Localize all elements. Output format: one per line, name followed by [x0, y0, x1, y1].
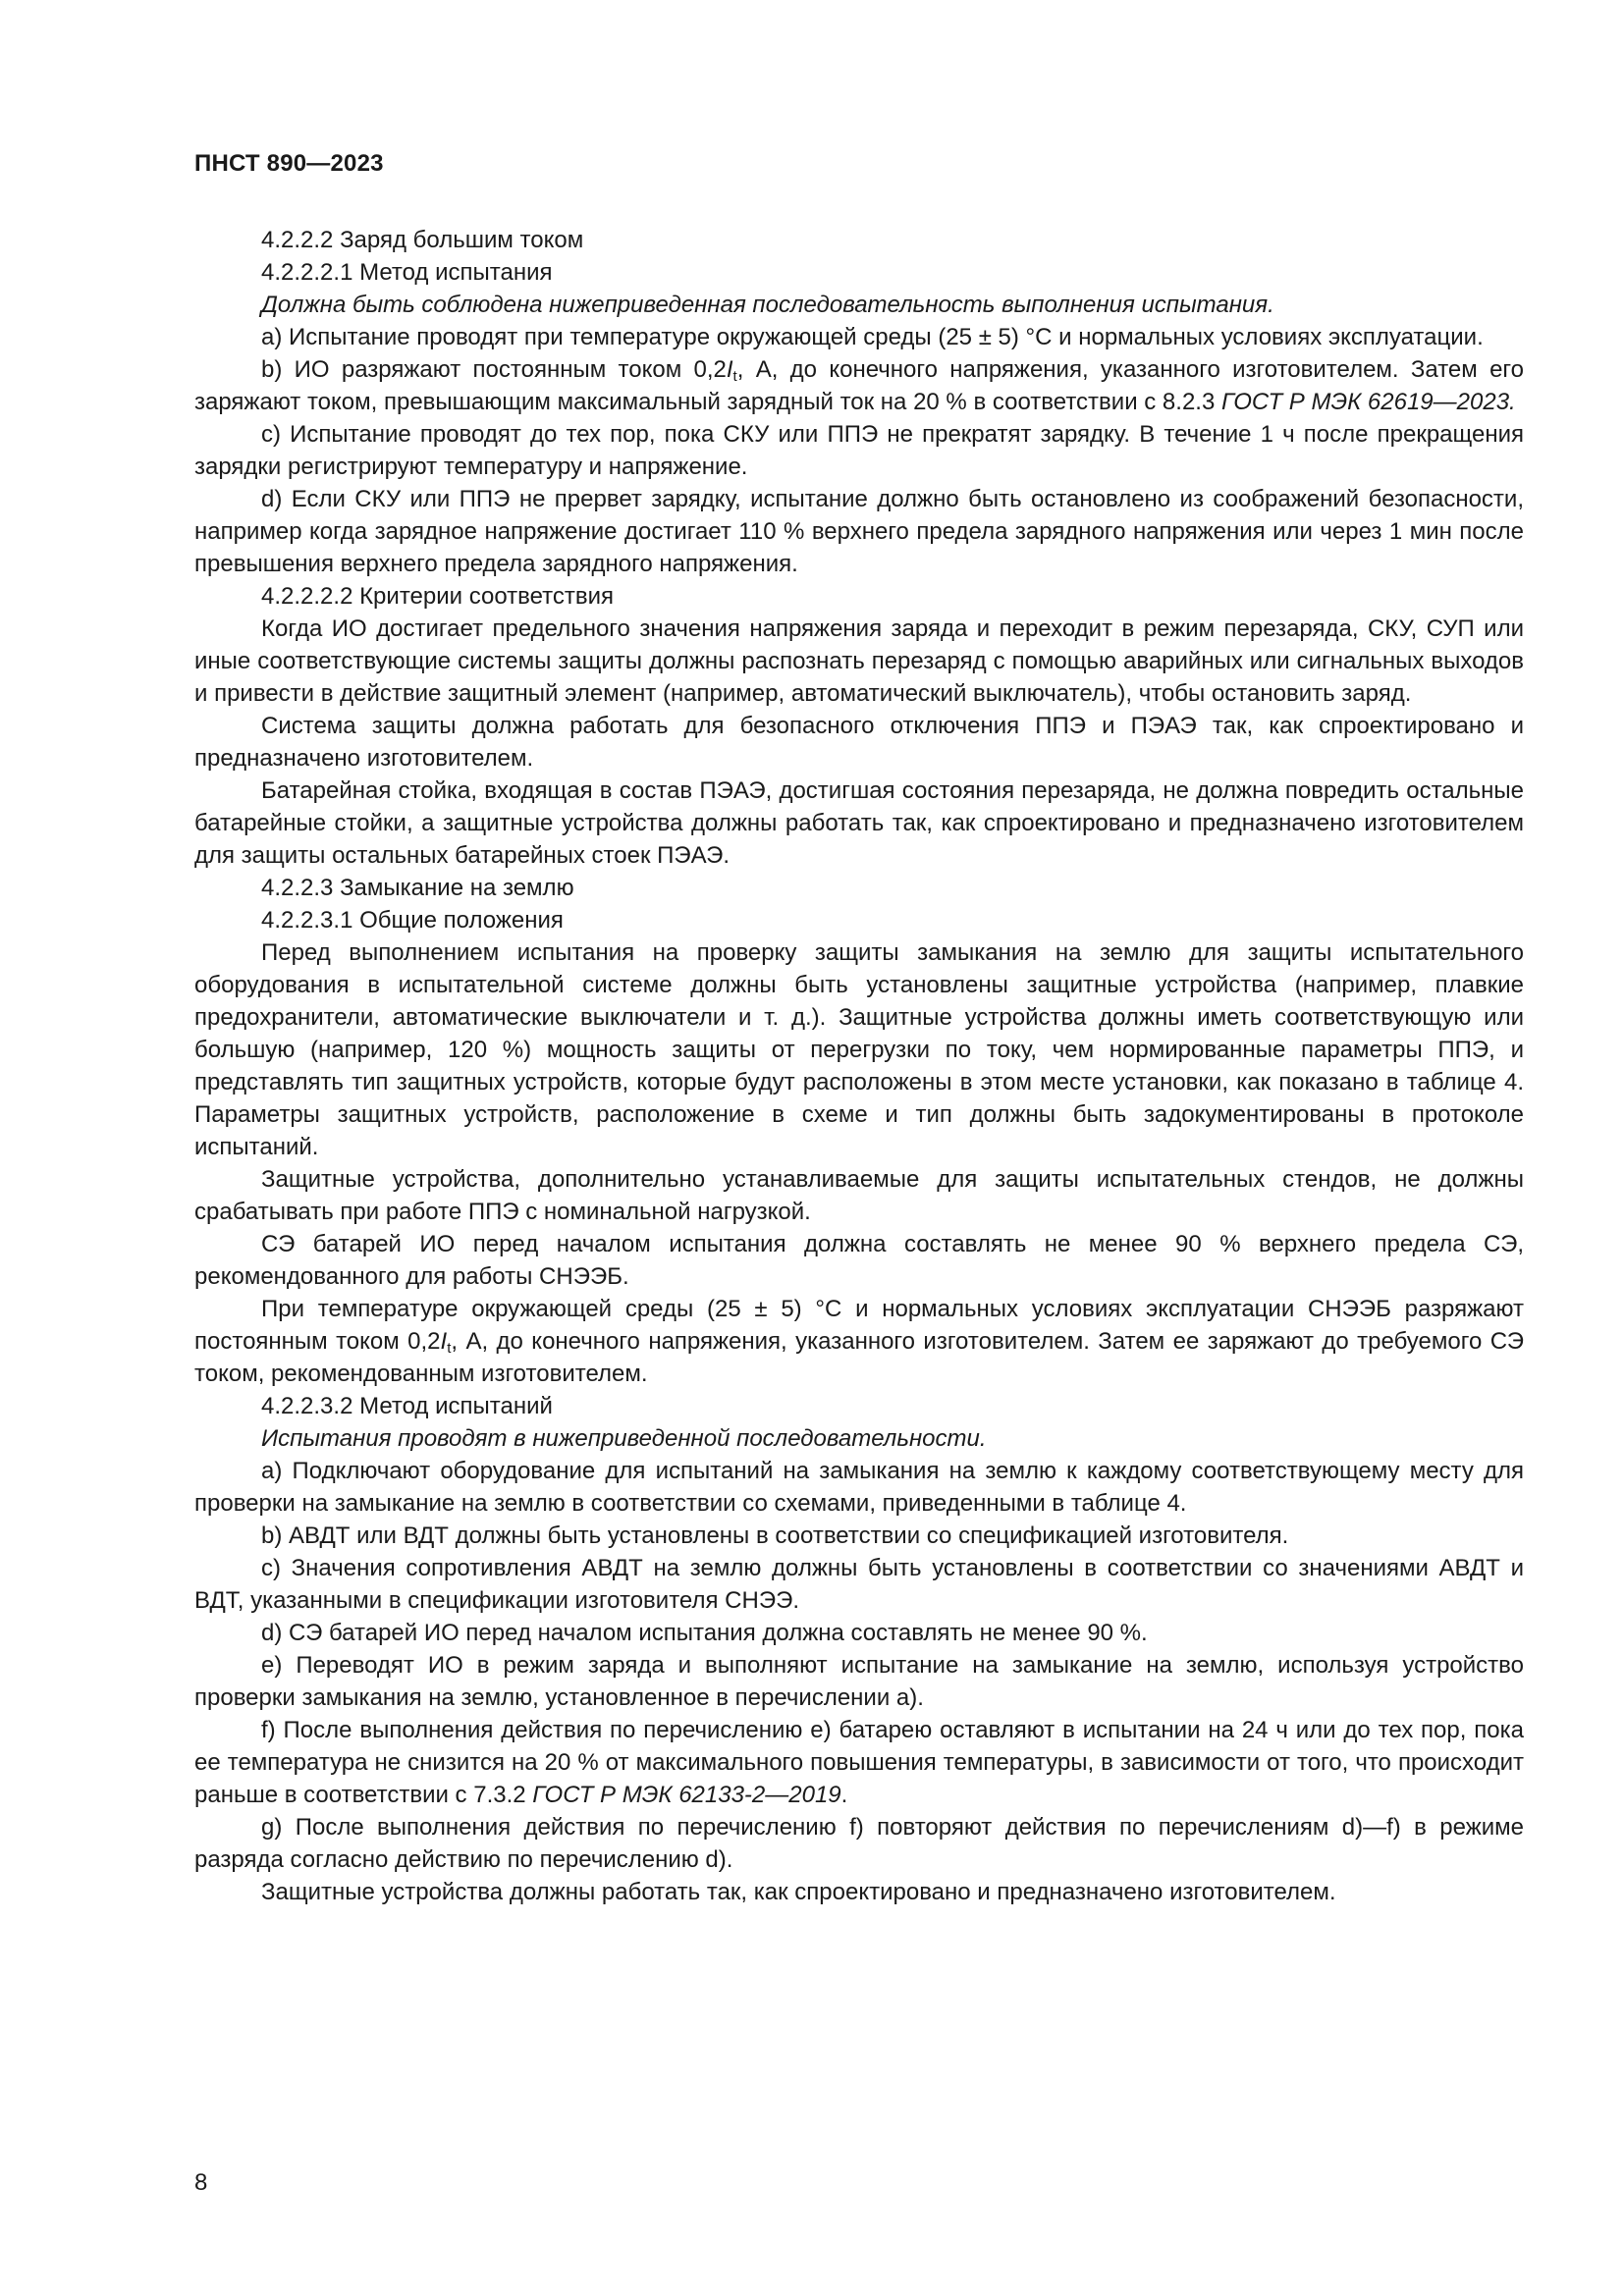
paragraph: Защитные устройства должны работать так, как спроектировано и предназначено изготовителем.: [261, 1879, 1336, 1905]
list-item-c: с) Значения сопротивления АВДТ на землю должны быть установлены в соответствии со значениями АВДТ и ВДТ, указанными в спецификации изготовителя СНЭЭ.: [194, 1555, 1524, 1614]
section-heading-4-2-2-3-2: 4.2.2.3.2 Метод испытаний: [261, 1393, 553, 1419]
list-item-d: d) СЭ батарей ИО перед началом испытания должна составлять не менее 90 %.: [261, 1620, 1148, 1646]
document-code-header: ПНСТ 890—2023: [194, 150, 384, 177]
list-item-e: е) Переводят ИО в режим заряда и выполняют испытание на замыкание на землю, используя устройство проверки замыкания на землю, установленное в перечислении а).: [194, 1652, 1524, 1711]
test-sequence-intro: Должна быть соблюдена нижеприведенная последовательность выполнения испытания.: [261, 292, 1274, 318]
list-item-a: а) Подключают оборудование для испытаний на замыкания на землю к каждому соответствующему месту для проверки на замыкание на землю в соответствии со схемами, приведенными в таблице 4.: [194, 1458, 1524, 1517]
list-item-c: с) Испытание проводят до тех пор, пока СКУ или ППЭ не прекратят зарядку. В течение 1 ч после прекращения зарядки регистрируют температуру и напряжение.: [194, 421, 1524, 480]
paragraph: СЭ батарей ИО перед началом испытания должна составлять не менее 90 % верхнего предела СЭ, рекомендованного для работы СНЭЭБ.: [194, 1231, 1524, 1290]
page-number: 8: [194, 2169, 208, 2196]
document-body: [194, 224, 1524, 1908]
section-heading-4-2-2-2: 4.2.2.2 Заряд большим током: [261, 227, 584, 253]
section-heading-4-2-2-3-1: 4.2.2.3.1 Общие положения: [261, 907, 564, 934]
paragraph: Перед выполнением испытания на проверку защиты замыкания на землю для защиты испытательного оборудования в испытательной системе должны быть установлены защитные устройства (например, плавкие предохранители, автоматические выключатели и т. д.). Защитные устройства должны иметь соответствующую или большую (например, 120 %) мощность защиты от перегрузки по току, чем нормированные параметры ППЭ, и представлять тип защитных устройств, которые будут расположены в этом месте установки, как показано в таблице 4. Параметры защитных устройств, расположение в схеме и тип должны быть задокументированы в протоколе испытаний.: [194, 939, 1524, 1160]
list-item-a: а) Испытание проводят при температуре окружающей среды (25 ± 5) °С и нормальных условиях эксплуатации.: [261, 324, 1484, 350]
list-item-g: g) После выполнения действия по перечислению f) повторяют действия по перечислениям d)—f) в режиме разряда согласно действию по перечислению d).: [194, 1814, 1524, 1873]
standard-reference: ГОСТ Р МЭК 62619—2023.: [1220, 389, 1516, 415]
section-heading-4-2-2-2-2: 4.2.2.2.2 Критерии соответствия: [261, 583, 615, 610]
list-item-b: b) ИО разряжают постоянным током $0,2I_t$, А, до конечного напряжения, указанного изготовителем. Затем его заряжают током, превышающим максимальный зарядный ток на 20 % в соответствии с 8.2.3 ГОСТ Р МЭК 62619—2023.: [194, 356, 1525, 415]
paragraph: Система защиты должна работать для безопасного отключения ППЭ и ПЭАЭ так, как спроектировано и предназначено изготовителем.: [194, 713, 1524, 772]
paragraph: Когда ИО достигает предельного значения напряжения заряда и переходит в режим перезаряда, СКУ, СУП или иные соответствующие системы защиты должны распознать перезаряд с помощью аварийных или сигнальных выходов и привести в действие защитный элемент (например, автоматический выключатель), чтобы остановить заряд.: [194, 615, 1524, 707]
section-heading-4-2-2-3: 4.2.2.3 Замыкание на землю: [261, 875, 574, 901]
list-item-f: f) После выполнения действия по перечислению е) батарею оставляют в испытании на 24 ч или до тех пор, пока ее температура не снизится на 20 % от максимального повышения температуры, в зависимости от того, что происходит раньше в соответствии с 7.3.2 ГОСТ Р МЭК 62133-2—2019.: [194, 1717, 1524, 1808]
list-item-d: d) Если СКУ или ППЭ не прервет зарядку, испытание должно быть остановлено из соображений безопасности, например когда зарядное напряжение достигает 110 % верхнего предела зарядного напряжения или через 1 мин после превышения верхнего предела зарядного напряжения.: [194, 486, 1524, 577]
paragraph: Батарейная стойка, входящая в состав ПЭАЭ, достигшая состояния перезаряда, не должна повредить остальные батарейные стойки, а защитные устройства должны работать так, как спроектировано и предназначено изготовителем для защиты остальных батарейных стоек ПЭАЭ.: [194, 777, 1524, 869]
list-item-b: b) АВДТ или ВДТ должны быть установлены в соответствии со спецификацией изготовителя.: [261, 1522, 1289, 1549]
standard-reference: ГОСТ Р МЭК 62133-2—2019: [532, 1782, 841, 1808]
paragraph: Защитные устройства, дополнительно устанавливаемые для защиты испытательных стендов, не должны срабатывать при работе ППЭ с номинальной нагрузкой.: [194, 1166, 1524, 1225]
test-sequence-intro: Испытания проводят в нижеприведенной последовательности.: [261, 1425, 987, 1452]
section-heading-4-2-2-2-1: 4.2.2.2.1 Метод испытания: [261, 259, 553, 286]
paragraph: При температуре окружающей среды (25 ± 5) °С и нормальных условиях эксплуатации СНЭЭБ разряжают постоянным током $0,2I_t$, А, до конечного напряжения, указанного изготовителем. Затем ее заряжают до требуемого СЭ током, рекомендованным изготовителем.: [194, 1296, 1525, 1387]
